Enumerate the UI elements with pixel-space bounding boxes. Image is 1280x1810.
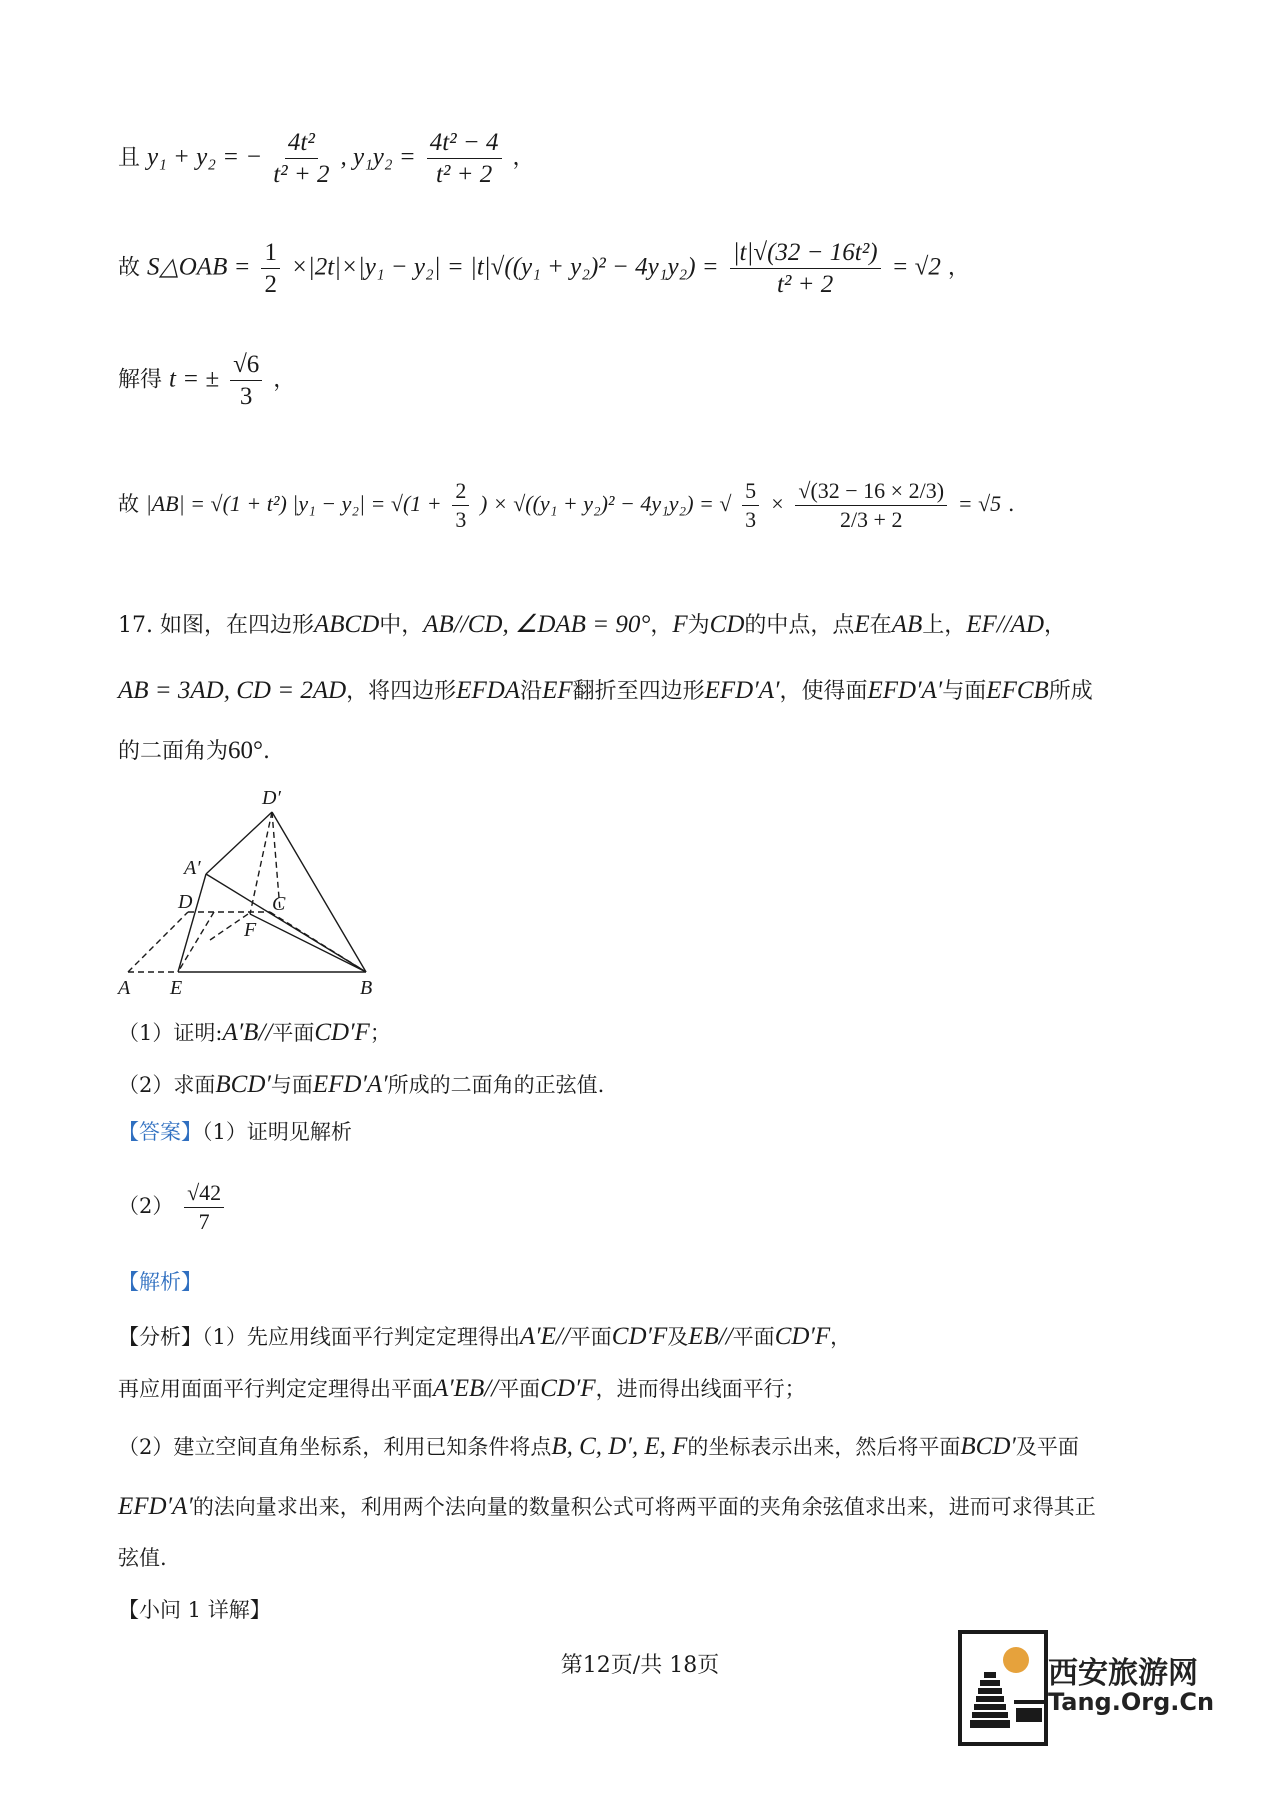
denominator: 2	[264, 271, 277, 298]
denominator: t² + 2	[435, 161, 493, 188]
label-D-prime: D′	[262, 787, 281, 809]
math: BCD′	[215, 1071, 271, 1098]
math: ABCD	[313, 611, 380, 638]
page-number: 第12页/共 18页	[560, 1653, 720, 1678]
numerator: 4t²	[285, 130, 318, 159]
text: 及	[667, 1325, 689, 1349]
math: EFD′A′	[867, 677, 943, 704]
math: 60°	[228, 737, 264, 764]
eq-line-2	[118, 240, 970, 297]
eq-line-4	[118, 480, 1015, 531]
fraction	[273, 130, 329, 187]
math: B, C, D′, E, F	[551, 1433, 688, 1460]
answer-tag: 【答案】	[118, 1120, 202, 1144]
fraction	[261, 240, 280, 297]
label-C: C	[272, 893, 286, 915]
math: t = ±	[169, 365, 220, 393]
text: ，使得面	[779, 679, 868, 704]
denominator: t² + 2	[776, 271, 834, 298]
text: 再应用面面平行判定定理得出平面	[118, 1377, 433, 1401]
math: EFD′A′	[704, 677, 780, 704]
text: ，	[650, 613, 673, 638]
numerator: 2	[452, 480, 469, 506]
fraction	[230, 352, 262, 409]
label-F: F	[244, 919, 257, 941]
q17-line-2	[118, 678, 1093, 703]
math: A′E//	[519, 1323, 570, 1350]
edge-EA'	[178, 874, 206, 972]
numerator: |t|√(32 − 16t²)	[730, 240, 881, 269]
math: E	[854, 611, 870, 638]
denominator: 3	[745, 507, 757, 532]
math: |AB| = √(1 + t²) |y₁ − y₂| = √(1 +	[145, 491, 442, 516]
analysis-line-2	[118, 1376, 806, 1401]
numerator: 5	[742, 480, 759, 506]
analysis-line-5	[118, 1548, 167, 1569]
text: 所成	[1048, 679, 1093, 704]
math: ) × √((y₁ + y₂)² − 4y₁y₂) = √	[480, 491, 732, 516]
text: 平面	[732, 1325, 775, 1349]
label-B: B	[360, 977, 373, 999]
eq-line-1	[118, 130, 535, 187]
analysis-line-4	[118, 1494, 1096, 1519]
text: 解得	[118, 367, 163, 393]
analysis-sub1	[118, 1600, 271, 1621]
text: 故	[118, 255, 141, 281]
denominator: 2/3 + 2	[839, 507, 903, 532]
math: EB//	[688, 1323, 733, 1350]
answer-line-1	[118, 1122, 352, 1143]
text: 平面	[569, 1325, 612, 1349]
text: 平面	[272, 1021, 315, 1045]
fraction	[452, 480, 469, 531]
text: 平面	[498, 1377, 541, 1401]
text: 弦值.	[118, 1546, 167, 1570]
edge-A'B	[206, 874, 366, 972]
edge-AD	[128, 912, 188, 972]
text: 的二面角为	[118, 739, 229, 764]
denominator: 3	[239, 383, 253, 410]
math: BCD′	[960, 1433, 1016, 1460]
fraction	[427, 130, 502, 187]
math: CD′F	[611, 1323, 668, 1350]
math: CD′F	[314, 1019, 370, 1046]
fraction	[742, 480, 759, 531]
label-E: E	[170, 977, 183, 999]
denominator: t² + 2	[273, 161, 330, 188]
eq-line-3	[118, 352, 295, 409]
text: 及平面	[1015, 1435, 1079, 1459]
math: AB//CD, ∠DAB = 90°	[423, 611, 651, 638]
text: （1）证明见解析	[202, 1120, 352, 1144]
math: A′EB//	[433, 1375, 499, 1402]
math: AB	[891, 611, 923, 638]
math: ×	[769, 491, 785, 516]
text: （2）	[118, 1194, 174, 1218]
text: 中，	[379, 613, 424, 638]
text: 沿	[520, 679, 543, 704]
part-2	[118, 1072, 604, 1097]
logo-text-cn: 西安旅游网	[1048, 1656, 1198, 1691]
text: 翻折至四边形	[572, 679, 705, 704]
text: 17. 如图，在四边形	[118, 613, 314, 638]
denominator: 3	[455, 507, 467, 532]
label-A-prime: A′	[184, 857, 201, 879]
math: EF//AD	[966, 611, 1045, 638]
text: ，	[830, 1325, 852, 1349]
part-1	[118, 1020, 391, 1045]
numerator: √6	[230, 352, 262, 381]
text: 的法向量求出来，利用两个法向量的数量积公式可将两平面的夹角余弦值求出来，进而可求得其正	[192, 1495, 1096, 1519]
text: 所成的二面角的正弦值.	[387, 1073, 605, 1097]
q17-line-3	[118, 738, 270, 763]
numerator: √42	[184, 1182, 224, 1208]
text: 【小问 1 详解】	[118, 1598, 271, 1622]
math: , y₁y₂ =	[340, 143, 416, 171]
text: ，	[273, 367, 296, 393]
math: = √5	[957, 491, 1002, 516]
text: 【解析】	[118, 1270, 202, 1294]
edge-FB-dash	[210, 914, 248, 940]
math: CD′F	[774, 1323, 831, 1350]
text: ，	[512, 145, 535, 171]
label-D: D	[178, 891, 193, 913]
text: ，将四边形	[346, 679, 457, 704]
text: 为	[687, 613, 710, 638]
text: 的坐标表示出来，然后将平面	[687, 1435, 961, 1459]
text: ，	[947, 255, 970, 281]
math: EF	[542, 677, 573, 704]
label-A: A	[118, 977, 131, 999]
math: A′B//	[222, 1019, 273, 1046]
fraction	[184, 1182, 224, 1233]
geometry-figure	[110, 780, 390, 1000]
math: EFCB	[986, 677, 1049, 704]
math: F	[672, 611, 688, 638]
text: 的中点，点	[744, 613, 855, 638]
text: 故	[118, 492, 139, 516]
math: AB = 3AD, CD = 2AD	[118, 677, 347, 704]
answer-line-2	[118, 1182, 228, 1233]
analysis-line-1	[118, 1324, 851, 1349]
math: y₁ + y₂ = −	[147, 143, 263, 171]
text: 【分析】	[118, 1325, 202, 1349]
denominator: 7	[198, 1209, 210, 1234]
edge-A'D'	[206, 812, 272, 874]
logo-text-en: Tang.Org.Cn	[1048, 1688, 1215, 1716]
math: CD	[709, 611, 745, 638]
text: （2）求面	[118, 1073, 216, 1097]
edge-FE	[178, 912, 214, 972]
q17-line-1	[118, 612, 1066, 637]
math: S△OAB =	[147, 253, 251, 281]
fraction	[795, 480, 947, 531]
text: ，	[1044, 613, 1067, 638]
text: 在	[869, 613, 892, 638]
numerator: √(32 − 16 × 2/3)	[795, 480, 947, 506]
math: EFD′A′	[312, 1071, 388, 1098]
text: .	[263, 739, 271, 764]
text: ；	[369, 1021, 391, 1045]
text: ，进而得出线面平行；	[595, 1377, 806, 1401]
text: .	[1007, 492, 1015, 516]
analysis-tag	[118, 1272, 202, 1293]
text: （2）建立空间直角坐标系，利用已知条件将点	[118, 1435, 552, 1459]
math: EFDA	[456, 677, 521, 704]
numerator: 1	[261, 240, 280, 269]
text: 上，	[922, 613, 967, 638]
text: 与面	[270, 1073, 313, 1097]
fraction	[730, 240, 881, 297]
numerator: 4t² − 4	[427, 130, 502, 159]
text: （1）先应用线面平行判定定理得出	[202, 1325, 520, 1349]
math: EFD′A′	[118, 1493, 193, 1520]
edge-D'F	[250, 812, 272, 914]
text: 且	[118, 145, 141, 171]
math: ×|2t|×|y₁ − y₂| = |t|√((y₁ + y₂)² − 4y₁y₂) =	[290, 253, 719, 281]
analysis-line-3	[118, 1434, 1079, 1459]
math: = √2	[891, 253, 941, 281]
text: （1）证明:	[118, 1021, 223, 1045]
text: 与面	[942, 679, 987, 704]
math: CD′F	[540, 1375, 596, 1402]
